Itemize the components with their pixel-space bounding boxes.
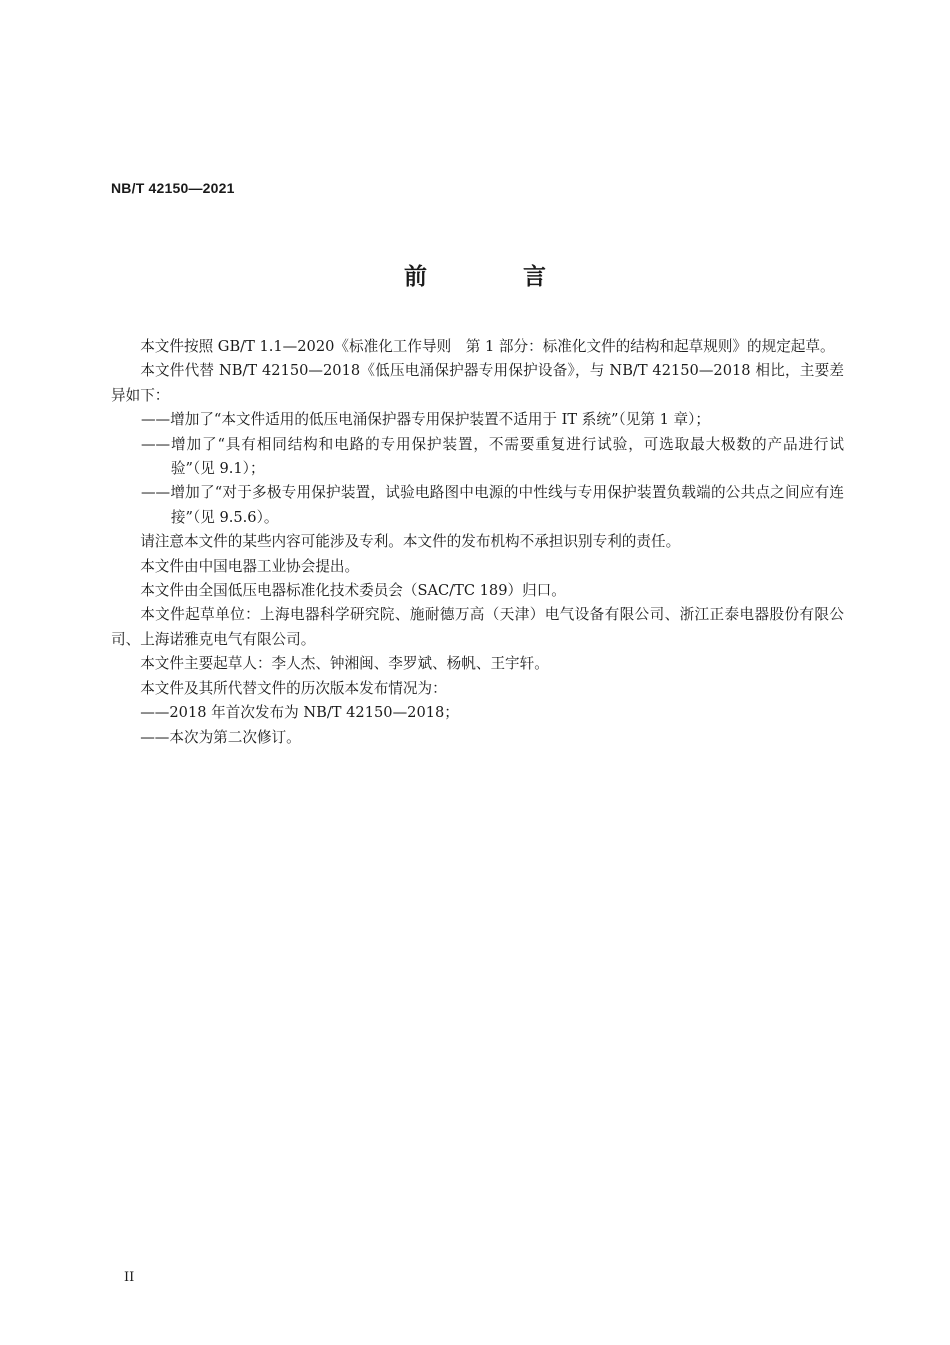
- paragraph-proposer: 本文件由中国电器工业协会提出。: [140, 557, 360, 575]
- paragraph-replacement: 本文件代替 NB/T 42150—2018《低压电涌保护器专用保护设备》，与 NB/T 42150—2018 相比，主要差异如下：: [111, 362, 844, 404]
- list-item-change-3: ——增加了“对于多极专用保护装置，试验电路图中电源的中性线与专用保护装置负载端的公共点之间应有连接”（见 9.5.6）。: [140, 484, 844, 526]
- list-item-history-1: ——2018 年首次发布为 NB/T 42150—2018；: [140, 704, 459, 722]
- page-title: 前 言: [403, 264, 590, 290]
- paragraph-drafters: 本文件主要起草人：李人杰、钟湘闽、李罗斌、杨帆、王宇轩。: [140, 655, 549, 673]
- list-item-change-1: ——增加了“本文件适用的低压电涌保护器专用保护装置不适用于 IT 系统”（见第 1 章）；: [140, 411, 710, 429]
- paragraph-version-history: 本文件及其所代替文件的历次版本发布情况为：: [140, 679, 447, 697]
- paragraph-drafting-basis: 本文件按照 GB/T 1.1—2020《标准化工作导则 第 1 部分：标准化文件的结构和起草规则》的规定起草。: [140, 338, 835, 355]
- paragraph-patent-notice: 请注意本文件的某些内容可能涉及专利。本文件的发布机构不承担识别专利的责任。: [140, 533, 681, 551]
- list-item-history-2: ——本次为第二次修订。: [140, 728, 301, 746]
- paragraph-drafting-units: 本文件起草单位：上海电器科学研究院、施耐德万高（天津）电气设备有限公司、浙江正泰电器股份有限公司、上海诺雅克电气有限公司。: [111, 606, 844, 648]
- page-number: II: [124, 1270, 135, 1285]
- foreword-body: [111, 335, 844, 750]
- paragraph-technical-committee: 本文件由全国低压电器标准化技术委员会（SAC/TC 189）归口。: [140, 582, 566, 600]
- list-item-change-2: ——增加了“具有相同结构和电路的专用保护装置，不需要重复进行试验，可选取最大极数的产品进行试验”（见 9.1）；: [140, 435, 844, 478]
- document-code: NB/T 42150—2021: [111, 180, 235, 196]
